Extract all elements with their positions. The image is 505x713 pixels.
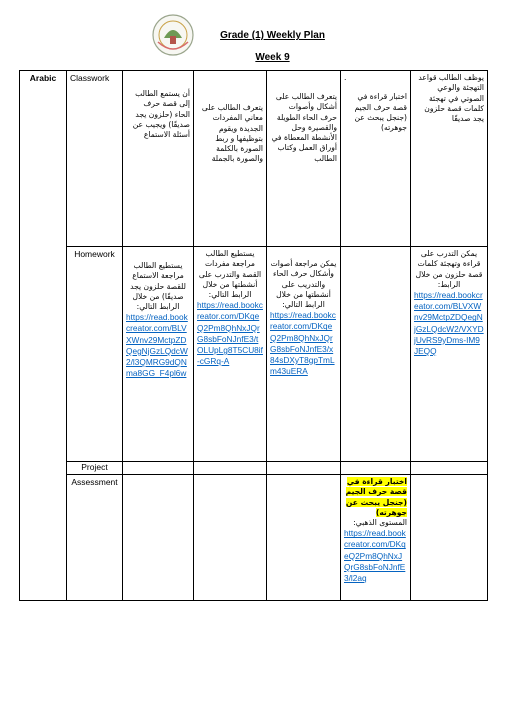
classwork-text-4: اختبار قراءة في قصة حرف الجيم (جنجل يبحث عن جوهرته) (354, 92, 407, 132)
homework-text-2: يستطيع الطالب مراجعة مفردات القصة والتدرب على أنشطتها من خلال الرابط التالي: (198, 249, 262, 299)
assessment-label: Assessment (67, 475, 123, 601)
homework-link-1[interactable]: https://read.bookcreator.com/BLVXWnv29MctpZDQegNjGzLQdcW2/l3QMRG9dQNma8GG_F4pl6w (126, 312, 188, 379)
homework-day-3 (267, 247, 341, 462)
homework-row (20, 247, 488, 462)
classwork-text-2: يتعرف الطالب على معاني المفردات الجديدة ويقوم بتوظيفها و ربط الصورة بالكلمة والصورة بالجملة (201, 103, 263, 164)
weekly-plan-table (19, 70, 488, 601)
project-day-5 (411, 462, 488, 475)
project-day-4 (341, 462, 411, 475)
homework-day-1 (123, 247, 194, 462)
homework-link-5[interactable]: https://read.bookcreator.com/BLVXWnv29MctpZDQegNjGzLQdcW2/VXYDjUvRS9yDms-IM9JEQQ (414, 290, 484, 356)
assessment-day-1 (123, 475, 194, 601)
homework-day-5 (411, 247, 488, 462)
assessment-link[interactable]: https://read.bookcreator.com/DKqeQ2Pm8QhNxJQrG8sbFoNJnfE3/l2aq (344, 528, 406, 583)
classwork-label: Classwork (67, 71, 123, 247)
assessment-day-3 (267, 475, 341, 601)
classwork-dot: . (344, 73, 347, 82)
classwork-text-5: يوظف الطالب قواعد التهجئة والوعي الصوتي في تهجئة كلمات قصة حلزون يجد صديقًا (418, 73, 484, 123)
assessment-day-2 (194, 475, 267, 601)
homework-label: Homework (67, 247, 123, 462)
assessment-row (20, 475, 488, 601)
classwork-day-5 (411, 71, 488, 247)
classwork-day-3 (267, 71, 341, 247)
homework-link-2[interactable]: https://read.bookcreator.com/DKqeQ2Pm8QhNxJQrG8sbFoNJnfE3/tOLUpLg8T5CU8if-cGRq-A (197, 300, 263, 367)
classwork-day-2 (194, 71, 267, 247)
project-row (20, 462, 488, 475)
classwork-text-3: يتعرف الطالب على أشكال وأصوات حرف الحاء الطويلة والقصيرة وحل الأنشطة المعطاة في أوراق العمل وكتاب الطالب (271, 92, 337, 163)
project-day-3 (267, 462, 341, 475)
project-day-2 (194, 462, 267, 475)
week-label: Week 9 (255, 52, 290, 63)
assessment-day-4 (341, 475, 411, 601)
assessment-level: المستوى الذهبي: (353, 518, 407, 527)
classwork-row (20, 71, 488, 247)
homework-day-4 (341, 247, 411, 462)
homework-text-1: يستطيع الطالب مراجعة الاستماع للقصة حلزون يجد صديقًا) من خلال الرابط التالي: (130, 261, 186, 311)
classwork-day-1 (123, 71, 194, 247)
classwork-text-1: أن يستمع الطالب إلى قصة حرف الحاء (حلزون يجد صديقًا) ويجيب عن أسئلة الاستماع (132, 89, 190, 139)
assessment-highlight: اختبار قراءة في قصة حرف الجيم (جنجل يبحث عن جوهرته) (345, 477, 407, 517)
homework-text-5: يمكن التدرب على قراءة وتهجئة كلمات قصة حلزون من خلال الرابط: (415, 249, 483, 289)
classwork-day-4 (341, 71, 411, 247)
project-day-1 (123, 462, 194, 475)
homework-link-3[interactable]: https://read.bookcreator.com/DKqeQ2Pm8QhNxJQrG8sbFoNJnfE3/x84sDXyT8gpTmLm43uERA (270, 310, 336, 377)
homework-day-2 (194, 247, 267, 462)
project-label: Project (67, 462, 123, 475)
assessment-day-5 (411, 475, 488, 601)
homework-text-3: يمكن مراجعة أصوات وأشكال حرف الحاء والتدريب على أنشطتها من خلال الرابط التالي: (270, 259, 337, 309)
subject-cell: Arabic (20, 71, 67, 601)
page-title: Grade (1) Weekly Plan (220, 30, 325, 41)
